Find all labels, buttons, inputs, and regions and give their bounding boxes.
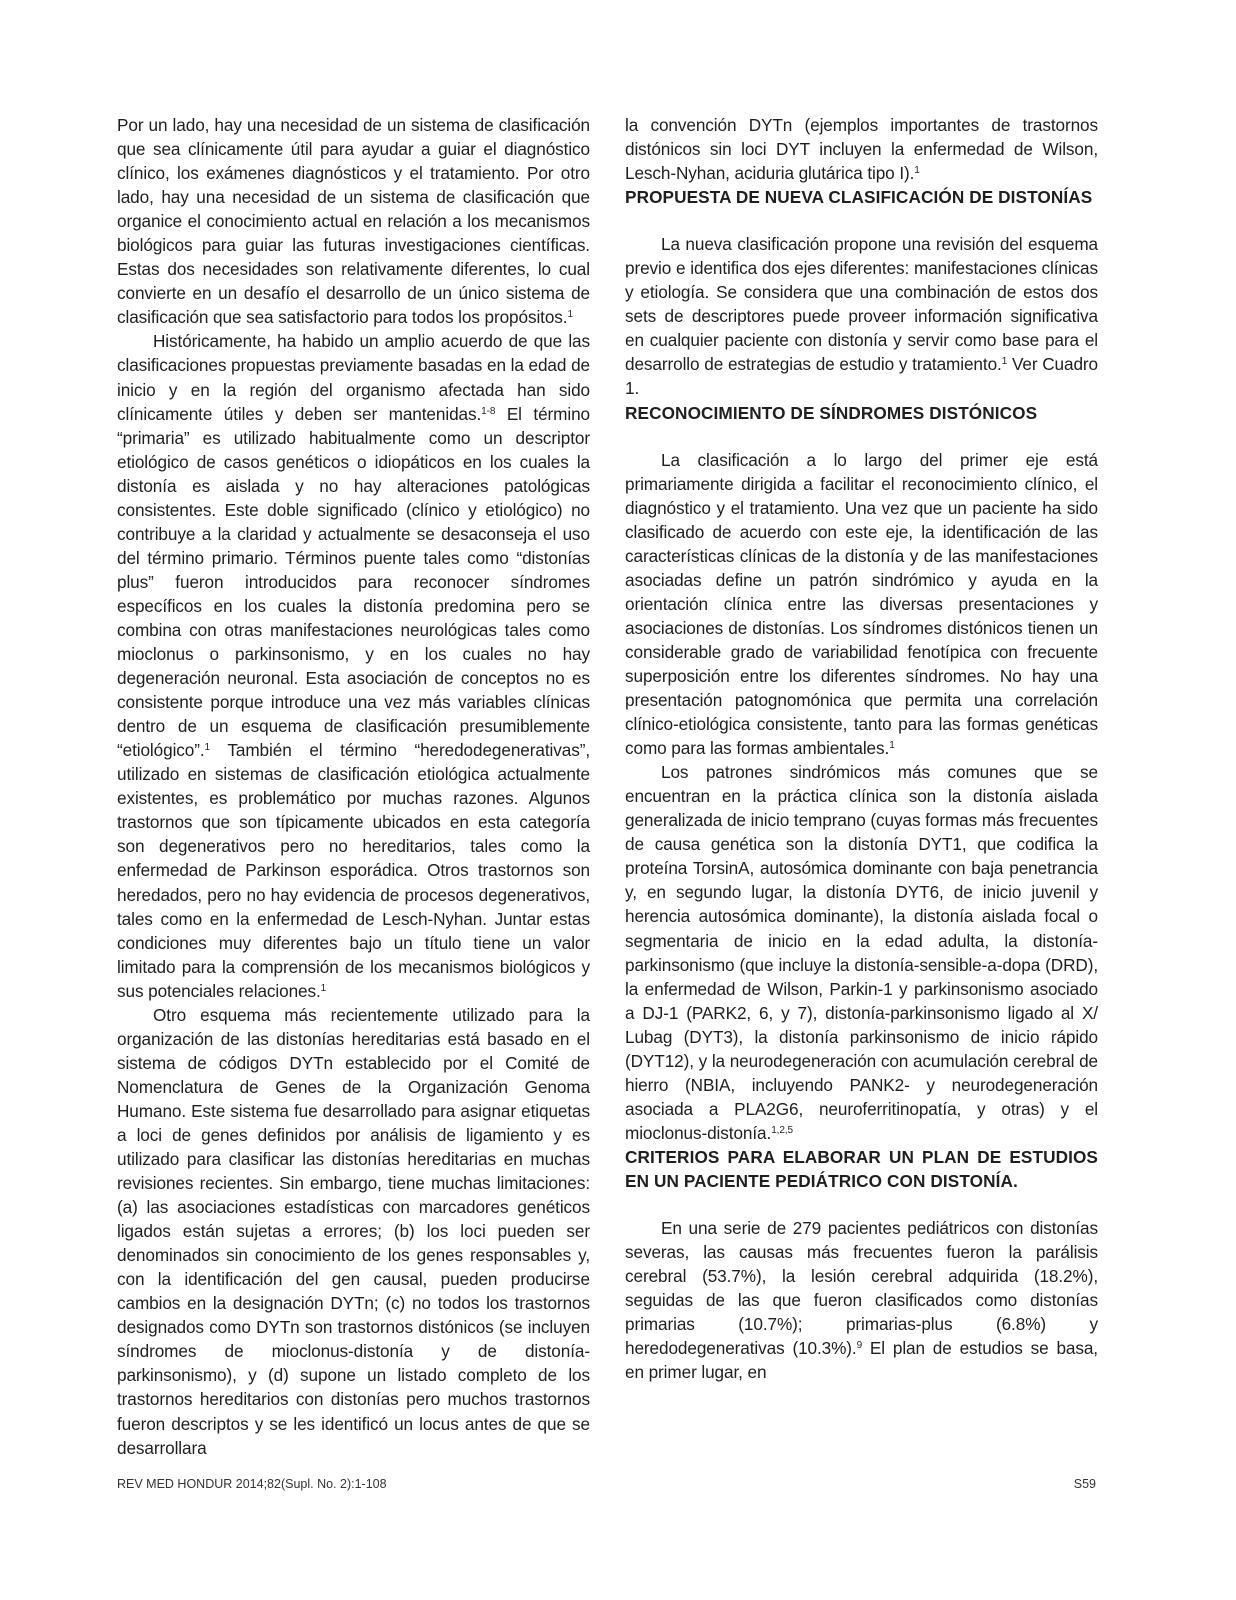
paragraph-text: El término “primaria” es utilizado habitualmente como un descriptor etiológico de casos genéticos o idiopáticos en los cuales la distonía es aislada y no hay alteraciones patológicas consistentes. Este doble significado (clínico y etiológico) no contribuye a la claridad y actualmente se desaconseja el uso del término primario. Términos puente tales como “distonías plus” fueron introducidos para reconocer síndromes específicos en los cuales la distonía predomina pero se combina con otras manifestaciones neurológicas tales como mioclonus o parkinsonismo, y en los cuales no hay degeneración neuronal. Esta asociación de conceptos no es consistente porque introduce una vez más variables clínicas dentro de un esquema de clasificación presumiblemente “etiológico”. xyxy=(117,403,591,761)
reference-superscript: 1 xyxy=(889,740,895,752)
right-column xyxy=(625,113,1098,1384)
left-column xyxy=(117,113,590,1460)
section-heading: CRITERIOS PARA ELABORAR UN PLAN DE ESTUDIOS EN UN PACIENTE PEDIÁTRICO CON DISTONÍA. xyxy=(625,1146,1098,1191)
paragraph-text: Ver Cuadro 1. xyxy=(625,354,1098,399)
paragraph-text: Otro esquema más recientemente utilizado para la organización de las distonías hereditarias está basado en el sistema de códigos DYTn establecido por el Comité de Nomenclatura de Genes de la Organización Genoma Humano. Este sistema fue desarrollado para asignar etiquetas a loci de genes definidos por análisis de ligamiento y es utilizado para clasificar las distonías hereditarias en muchas revisiones recientes. Sin embargo, tiene muchas limitaciones: (a) las asociaciones estadísticas con marcadores genéticos ligados están sujetas a errores; (b) los loci pueden ser denominados sin conocimiento de los genes responsables y, con la identificación del gen causal, pueden producirse cambios en la designación DYTn; (c) no todos los trastornos designados como DYTn son trastornos distónicos (se incluyen síndromes de mioclonus-distonía y de distonía-parkinsonismo), y (d) supone un listado completo de los trastornos hereditarios con distonías pero muchos trastornos fueron descriptos y se les identificó un locus antes de que se desarrollara xyxy=(117,1004,590,1458)
section-heading: RECONOCIMIENTO DE SÍNDROMES DISTÓNICOS xyxy=(625,402,1038,423)
paragraph xyxy=(625,448,1098,761)
reference-superscript: 1 xyxy=(1001,356,1008,368)
paragraph xyxy=(625,232,1098,400)
reference-superscript: 1,2,5 xyxy=(771,1124,793,1136)
paragraph xyxy=(625,760,1098,1145)
paragraph-text: Históricamente, ha habido un amplio acuerdo de que las clasificaciones propuestas previamente basadas en la edad de inicio y en la región del organismo afectada han sido clínicamente útiles y deben ser mantenidas. xyxy=(117,331,590,424)
paragraph xyxy=(625,1216,1098,1384)
reference-superscript: 1 xyxy=(914,165,920,177)
paragraph-text: Los patrones sindrómicos más comunes que se encuentran en la práctica clínica son la distonía aislada generalizada de inicio temprano (cuyas formas más frecuentes de causa genética son la distonía DYT1, que codifica la proteína TorsinA, autosómica dominante con baja penetrancia y, en segundo lugar, la distonía DYT6, de inicio juvenil y herencia autosómica dominante), la distonía aislada focal o segmentaria de inicio en la edad adulta, la distonía-parkinsonismo (que incluye la distonía-sensible-a-dopa (DRD), la enfermedad de Wilson, Parkin-1 y parkinsonismo asociado a DJ-1 (PARK2, 6, y 7), distonía-parkinsonismo ligado al X/ Lubag (DYT3), la distonía parkinsonismo de inicio rápido (DYT12), y la neurodegeneración con acumulación cerebral de hierro (NBIA, incluyendo PANK2- y neurodegeneración asociada a PLA2G6, neuroferritinopatía, y otras) y el mioclonus-distonía. xyxy=(625,762,1098,1143)
paragraph-text: También el término “heredodegenerativas”, utilizado en sistemas de clasificación etiológica actualmente existentes, es problemático por muchas razones. Algunos trastornos que son típicamente ubicados en esta categoría son degenerativos pero no hereditarios, tales como la enfermedad de Parkinson esporádica. Otros trastornos son heredados, pero no hay evidencia de procesos degenerativos, tales como en la enfermedad de Lesch-Nyhan. Juntar estas condiciones muy diferentes bajo un título tiene un valor limitado para la comprensión de los mecanismos biológicos y sus potenciales relaciones. xyxy=(117,740,590,1001)
paragraph xyxy=(117,113,590,329)
paragraph xyxy=(117,1003,590,1460)
paragraph-text: la convención DYTn (ejemplos importantes de trastornos distónicos sin loci DYT incluyen la enfermedad de Wilson, Lesch-Nyhan, aciduria glutárica tipo I). xyxy=(625,115,1098,184)
page-number: S59 xyxy=(1073,1477,1096,1491)
reference-superscript: 1-8 xyxy=(481,405,496,417)
reference-superscript: 1 xyxy=(204,742,211,754)
paragraph xyxy=(625,113,1098,185)
footer-citation: REV MED HONDUR 2014;82(Supl. No. 2):1-108 xyxy=(117,1477,387,1491)
paragraph-text: En una serie de 279 pacientes pediátricos con distonías severas, las causas más frecuentes fueron la parálisis cerebral (53.7%), la lesión cerebral adquirida (18.2%), seguidas de las que fueron clasificados como distonías primarias (10.7%); primarias-plus (6.8%) y heredodegenerativas (10.3%). xyxy=(625,1218,1098,1359)
paragraph-text: El plan de estudios se basa, en primer lugar, en xyxy=(625,1338,1098,1383)
paragraph-text: Por un lado, hay una necesidad de un sistema de clasificación que sea clínicamente útil para ayudar a guiar el diagnóstico clínico, los exámenes diagnósticos y el tratamiento. Por otro lado, hay una necesidad de un sistema de clasificación que organice el conocimiento actual en relación a los mecanismos biológicos para guiar las futuras investigaciones científicas. Estas dos necesidades son relativamente diferentes, lo cual convierte en un desafío el desarrollo de un único sistema de clasificación que sea satisfactorio para todos los propósitos. xyxy=(117,115,590,328)
reference-superscript: 1 xyxy=(567,309,573,321)
paragraph-text: La clasificación a lo largo del primer eje está primariamente dirigida a facilitar el reconocimiento clínico, el diagnóstico y el tratamiento. Una vez que un paciente ha sido clasificado de acuerdo con este eje, la identificación de las características clínicas de la distonía y de las manifestaciones asociadas define un patrón sindrómico y ayuda en la orientación clínica entre las diversas presentaciones y asociaciones de distonías. Los síndromes distónicos tienen un considerable grado de variabilidad fenotípica con frecuente superposición entre los diferentes síndromes. No hay una presentación patognomónica que permita una correlación clínico-etiológica consistente, tanto para las formas genéticas como para las formas ambientales. xyxy=(625,449,1098,759)
reference-superscript: 9 xyxy=(856,1340,863,1352)
section-heading: PROPUESTA DE NUEVA CLASIFICACIÓN DE DISTONÍAS xyxy=(625,187,1093,208)
paragraph xyxy=(117,329,590,1002)
reference-superscript: 1 xyxy=(320,982,327,994)
paragraph-text: La nueva clasificación propone una revisión del esquema previo e identifica dos ejes diferentes: manifestaciones clínicas y etiología. Se considera que una combinación de estos dos sets de descriptores puede proveer información significativa en cualquier paciente con distonía y servir como base para el desarrollo de estrategias de estudio y tratamiento. xyxy=(625,234,1098,375)
